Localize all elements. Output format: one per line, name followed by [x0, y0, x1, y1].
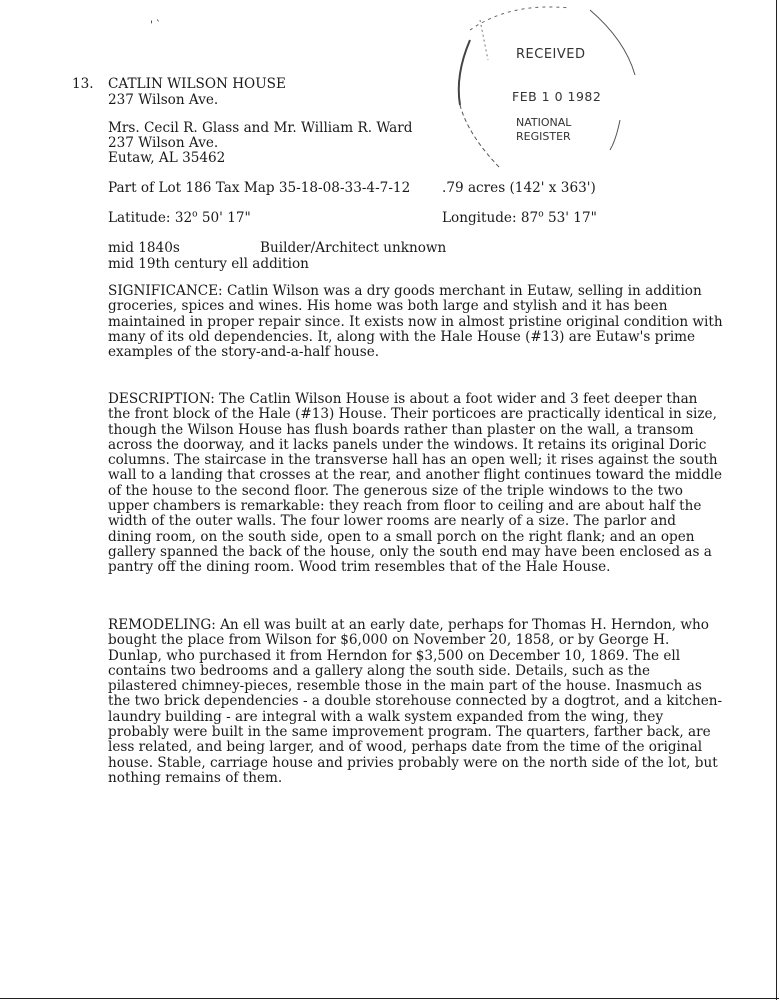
- construction-date: mid 1840s: [108, 240, 180, 256]
- received-stamp: [440, 0, 650, 175]
- longitude-label: Longitude:: [442, 210, 517, 226]
- stamp-register: REGISTER: [516, 130, 571, 143]
- scan-mark: ' `: [150, 20, 161, 31]
- owner-names: Mrs. Cecil R. Glass and Mr. William R. Ward: [108, 120, 413, 136]
- entry-address: 237 Wilson Ave.: [108, 92, 219, 108]
- remodeling-section: [108, 618, 723, 786]
- stamp-circle-graphic: [440, 0, 650, 175]
- description-text: DESCRIPTION: The Catlin Wilson House is about a foot wider and 3 feet deeper than the front block of the Hale (#13) House. Their porticoes are practically identical in size, though the Wilson House has flush boards rather than plaster on the wall, a transom across the doorway, and it lacks panels under the windows. It retains its original Doric columns. The staircase in the transverse hall has an open well; it rises against the south wall to a landing that crosses at the rear, and another flight continues toward the middle of the house to the second floor. The generous size of the triple windows to the two upper chambers is remarkable: they reach from floor to ceiling and are about half the width of the outer walls. The four lower rooms are nearly of a size. The parlor and dining room, on the south side, open to a small porch on the right flank; and an open gallery spanned the back of the house, only the south end may have been enclosed as a pantry off the dining room. Wood trim resembles that of the Hale House.: [108, 391, 723, 576]
- addition-date: mid 19th century ell addition: [108, 256, 309, 272]
- owner-city: Eutaw, AL 35462: [108, 150, 226, 166]
- degree-symbol: o: [538, 209, 544, 220]
- scan-edge-right: [776, 0, 777, 1000]
- longitude: [442, 210, 597, 226]
- degree-symbol: o: [192, 209, 198, 220]
- longitude-minutes-seconds: 53' 17": [543, 210, 597, 226]
- stamp-received: RECEIVED: [516, 47, 586, 62]
- latitude: [108, 210, 251, 226]
- stamp-date: FEB 1 0 1982: [512, 89, 602, 104]
- property-lot: Part of Lot 186 Tax Map 35-18-08-33-4-7-12: [108, 180, 411, 196]
- remodeling-text: REMODELING: An ell was built at an early date, perhaps for Thomas H. Herndon, who bought the place from Wilson for $6,000 on November 20, 1858, or by George H. Dunlap, who purchased it from Herndon for $3,500 on December 10, 1869. The ell contains two bedrooms and a gallery along the south side. Details, such as the pilastered chimney-pieces, resemble those in the main part of the house. Inasmuch as the two brick dependencies - a double storehouse connected by a dogtrot, and a kitchen-laundry building - are integral with a walk system expanded from the wing, they probably were built in the same improvement program. The quarters, farther back, are less related, and being larger, and of wood, perhaps date from the time of the original house. Stable, carriage house and privies probably were on the north side of the lot, but nothing remains of them.: [108, 617, 723, 786]
- significance-text: SIGNIFICANCE: Catlin Wilson was a dry goods merchant in Eutaw, selling in addition groceries, spices and wines. His home was both large and stylish and it has been maintained in proper repair since. It exists now in almost pristine original condition with many of its old dependencies. It, along with the Hale House (#13) are Eutaw's prime examples of the story-and-a-half house.: [108, 283, 723, 361]
- entry-number: 13.: [72, 76, 94, 92]
- significance-section: [108, 284, 723, 360]
- builder-architect: Builder/Architect unknown: [260, 240, 447, 256]
- scan-edge-bottom: [0, 998, 779, 999]
- property-acres: .79 acres (142' x 363'): [442, 180, 596, 196]
- description-section: [108, 392, 723, 576]
- latitude-degrees: 32: [174, 210, 193, 226]
- stamp-national: NATIONAL: [516, 116, 572, 129]
- entry-name: CATLIN WILSON HOUSE: [108, 76, 286, 92]
- latitude-minutes-seconds: 50' 17": [197, 210, 251, 226]
- latitude-label: Latitude:: [108, 210, 171, 226]
- longitude-degrees: 87: [520, 210, 539, 226]
- owner-street: 237 Wilson Ave.: [108, 135, 219, 151]
